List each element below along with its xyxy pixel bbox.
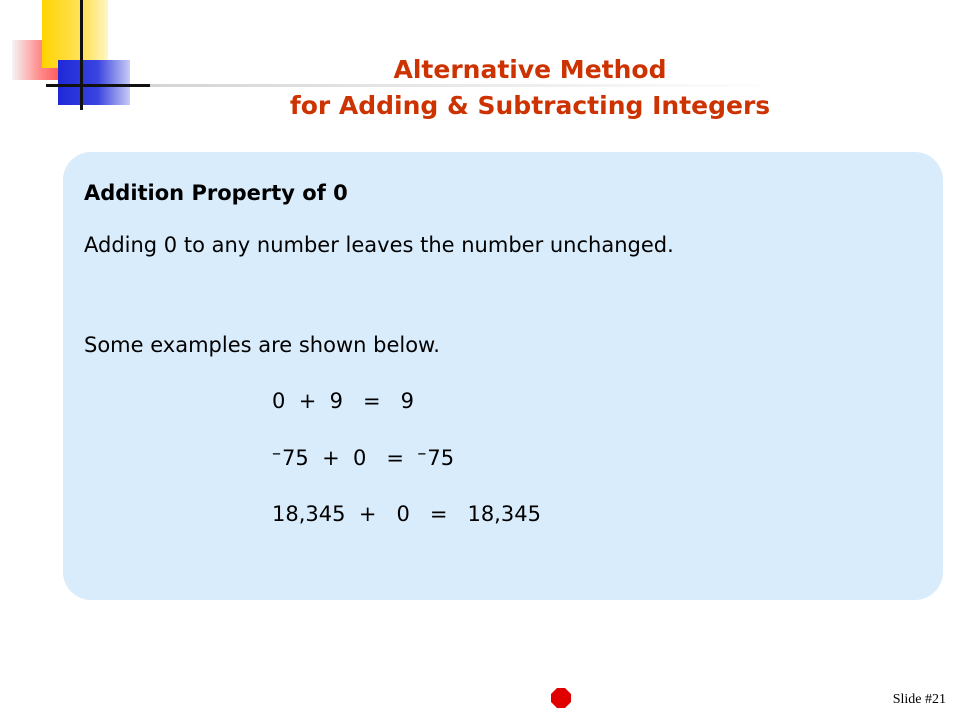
decorative-blue-block	[58, 60, 130, 105]
property-heading: Addition Property of 0	[84, 181, 348, 205]
slide-title-line-1: Alternative Method	[393, 55, 667, 84]
example-equation-2-right: 75	[427, 446, 455, 470]
example-equation-1: 0 + 9 = 9	[272, 389, 415, 413]
property-description: Adding 0 to any number leaves the number unchanged.	[84, 233, 674, 257]
stop-octagon-icon[interactable]	[551, 688, 571, 708]
decorative-vertical-line	[80, 0, 83, 110]
decorative-yellow-block	[42, 0, 108, 68]
negative-sign: –	[417, 443, 427, 464]
examples-intro: Some examples are shown below.	[84, 333, 440, 357]
negative-sign: –	[272, 443, 281, 464]
example-equation-2-left: 75 + 0 =	[282, 446, 418, 470]
slide-title-line-2: for Adding & Subtracting Integers	[289, 91, 771, 120]
example-equation-2	[272, 441, 454, 477]
slide-number: Slide #21	[892, 692, 946, 707]
content-box	[63, 152, 943, 600]
example-equation-3: 18,345 + 0 = 18,345	[272, 502, 541, 526]
decorative-horizontal-line	[46, 84, 150, 87]
